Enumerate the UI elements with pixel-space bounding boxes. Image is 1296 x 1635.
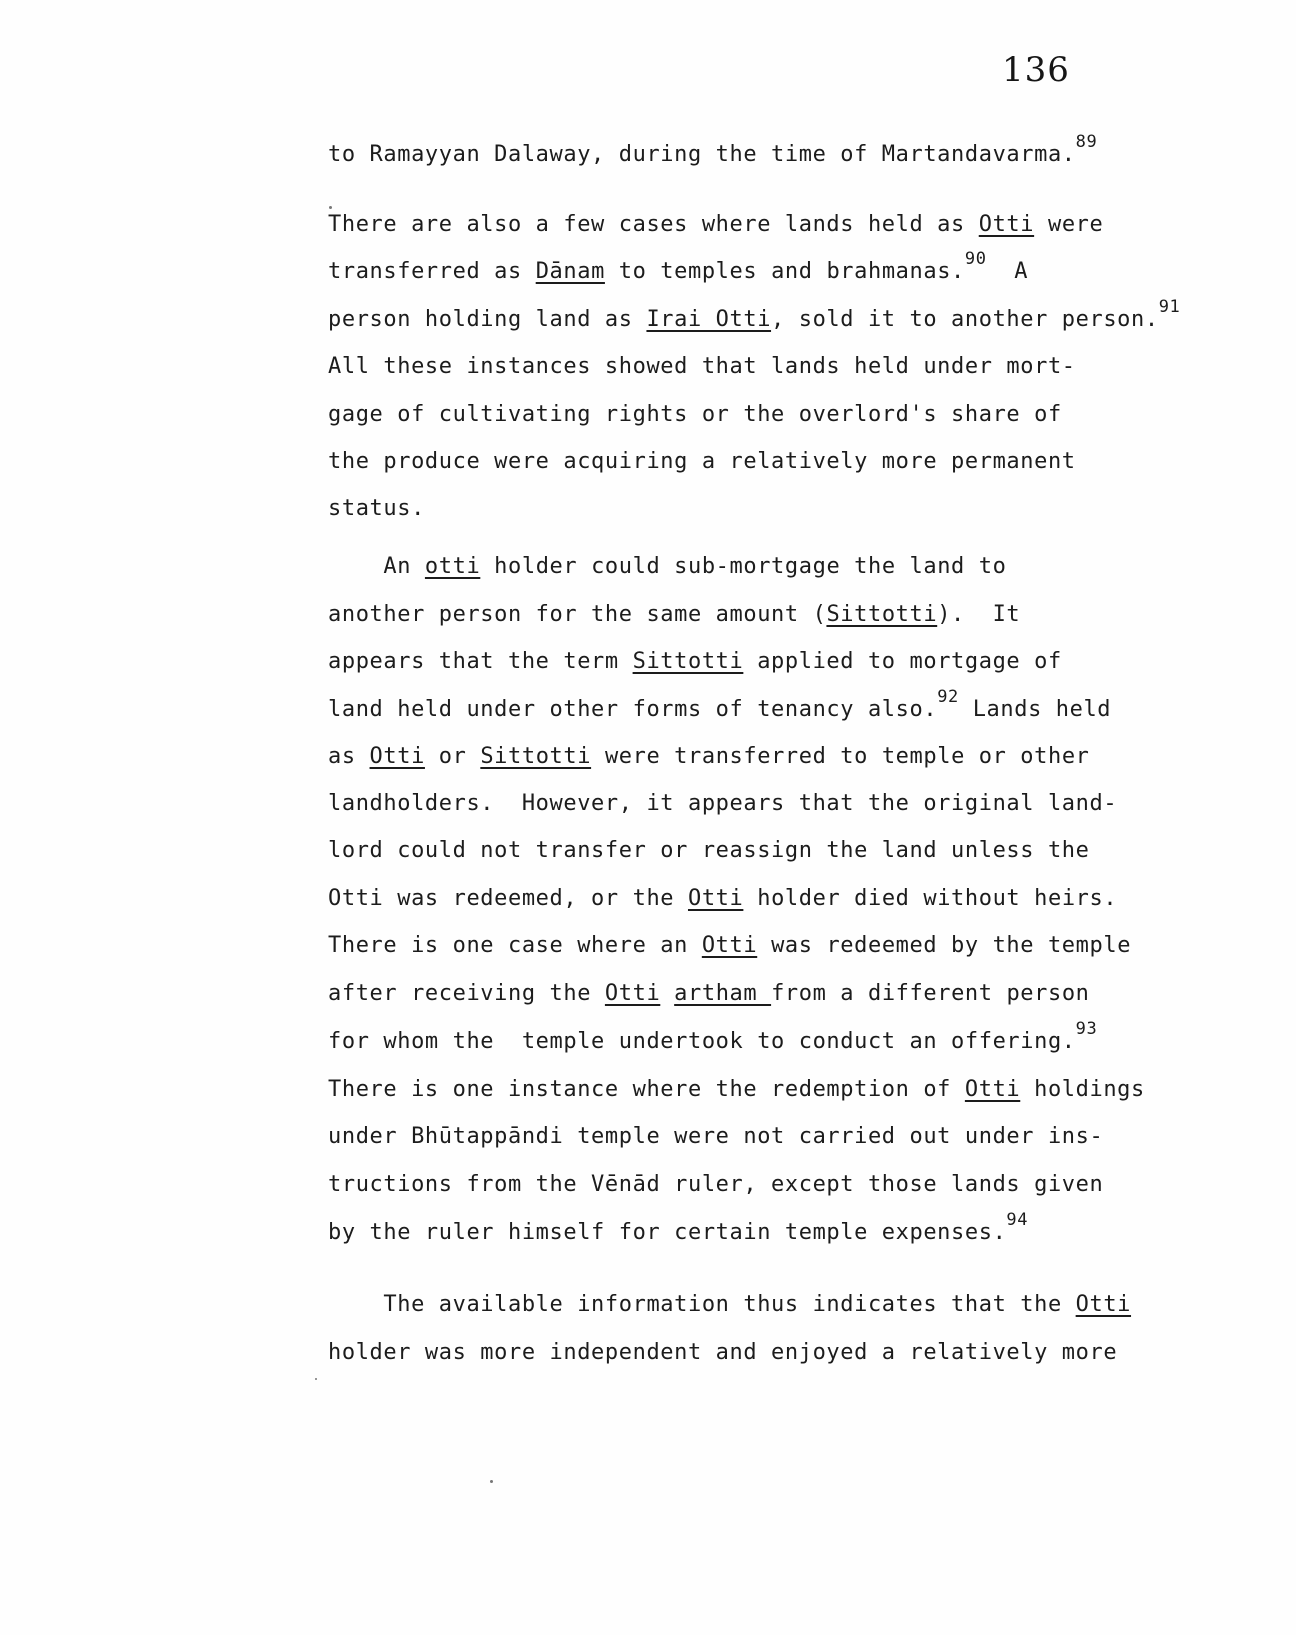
text-line [328, 1075, 1145, 1105]
text-run: by the ruler himself for certain temple expenses. [328, 1220, 1007, 1245]
text-run: person holding land as [328, 307, 647, 332]
text-run: were [1034, 212, 1104, 237]
underlined-term: Sittotti [826, 602, 938, 627]
text-run: transferred as [328, 259, 536, 284]
text-run: to Ramayyan Dalaway, during the time of Martandavarma. [328, 142, 1076, 167]
text-line [328, 1338, 1117, 1368]
scan-speck [490, 1480, 493, 1483]
text-line [328, 552, 1006, 582]
text-line [328, 132, 1098, 170]
text-run: was redeemed by the temple [757, 933, 1132, 958]
text-line [328, 400, 1062, 430]
text-run [660, 981, 674, 1006]
text-line [328, 1210, 1029, 1248]
text-line [328, 742, 1090, 772]
footnote-marker: 94 [1006, 1210, 1029, 1230]
text-run: holder died without heirs. [743, 886, 1118, 911]
text-run: There is one instance where the redemption of [328, 1077, 965, 1102]
text-run: An [328, 554, 425, 579]
footnote-marker: 90 [964, 249, 987, 269]
underlined-term: Otti [701, 933, 758, 958]
text-line [328, 249, 1029, 287]
underlined-term: Otti [687, 886, 744, 911]
text-line [328, 494, 425, 524]
text-run: land held under other forms of tenancy also. [328, 697, 938, 722]
text-line [328, 1122, 1103, 1152]
text-run: as [328, 744, 370, 769]
text-line [328, 979, 1090, 1009]
text-run: gage of cultivating rights or the overlord's share of [328, 402, 1062, 427]
text-line [328, 687, 1112, 725]
text-run: to temples and brahmanas. [604, 259, 965, 284]
footnote-marker: 89 [1075, 132, 1098, 152]
underlined-term: Otti [964, 1077, 1021, 1102]
text-line [328, 1170, 1103, 1200]
text-run: were transferred to temple or other [591, 744, 1090, 769]
underlined-term: Otti [369, 744, 425, 769]
underlined-term: Otti [978, 212, 1035, 237]
text-run: landholders. However, it appears that the original land- [328, 791, 1118, 816]
text-line [328, 447, 1076, 477]
underlined-term: Otti [1075, 1292, 1132, 1317]
text-line [328, 647, 1062, 677]
text-run: ). It [937, 602, 1021, 627]
text-run: another person for the same amount ( [328, 602, 827, 627]
text-run: status. [328, 496, 425, 521]
text-line [328, 1019, 1098, 1057]
text-run: holder was more independent and enjoyed a relatively more [328, 1340, 1118, 1365]
text-line [328, 352, 1076, 382]
footnote-marker: 93 [1075, 1019, 1098, 1039]
text-run: All these instances showed that lands held under mort- [328, 354, 1076, 379]
underlined-term: Irai Otti [646, 307, 772, 332]
underlined-term: Sittotti [480, 744, 592, 769]
text-run: the produce were acquiring a relatively more permanent [328, 449, 1076, 474]
underlined-term: Otti [604, 981, 661, 1006]
text-line [328, 600, 1020, 630]
underlined-term: Dānam [535, 259, 605, 284]
scan-speck [329, 206, 332, 209]
text-run: A [986, 259, 1029, 284]
text-run: after receiving the [328, 981, 605, 1006]
text-line [328, 210, 1103, 240]
underlined-term: artham [674, 981, 772, 1006]
text-line [328, 836, 1089, 866]
text-run: appears that the term [328, 649, 633, 674]
text-run: There is one case where an [328, 933, 702, 958]
page-number: 136 [1002, 50, 1070, 90]
text-run: applied to mortgage of [743, 649, 1062, 674]
text-run: holder could sub-mortgage the land to [480, 554, 1007, 579]
scan-speck [315, 1378, 317, 1380]
text-run: The available information thus indicates that the [328, 1292, 1076, 1317]
text-run: There are also a few cases where lands held as [328, 212, 979, 237]
text-run: or [424, 744, 481, 769]
text-run: holdings [1020, 1077, 1145, 1102]
text-line [328, 884, 1117, 914]
text-run: Otti was redeemed, or the [328, 886, 688, 911]
text-line [328, 1290, 1131, 1320]
text-run: Lands held [958, 697, 1112, 722]
text-line [328, 297, 1181, 335]
text-run: from a different person [771, 981, 1090, 1006]
text-line [328, 789, 1117, 819]
text-run: under Bhūtappāndi temple were not carried out under ins- [328, 1124, 1104, 1149]
text-run: tructions from the Vēnād ruler, except those lands given [328, 1172, 1104, 1197]
underlined-term: Sittotti [632, 649, 744, 674]
footnote-marker: 91 [1158, 297, 1181, 317]
text-run: for whom the temple undertook to conduct an offering. [328, 1029, 1076, 1054]
underlined-term: otti [424, 554, 481, 579]
text-run: , sold it to another person. [771, 307, 1159, 332]
text-line [328, 931, 1131, 961]
text-run: lord could not transfer or reassign the land unless the [328, 838, 1090, 863]
footnote-marker: 92 [937, 687, 959, 707]
